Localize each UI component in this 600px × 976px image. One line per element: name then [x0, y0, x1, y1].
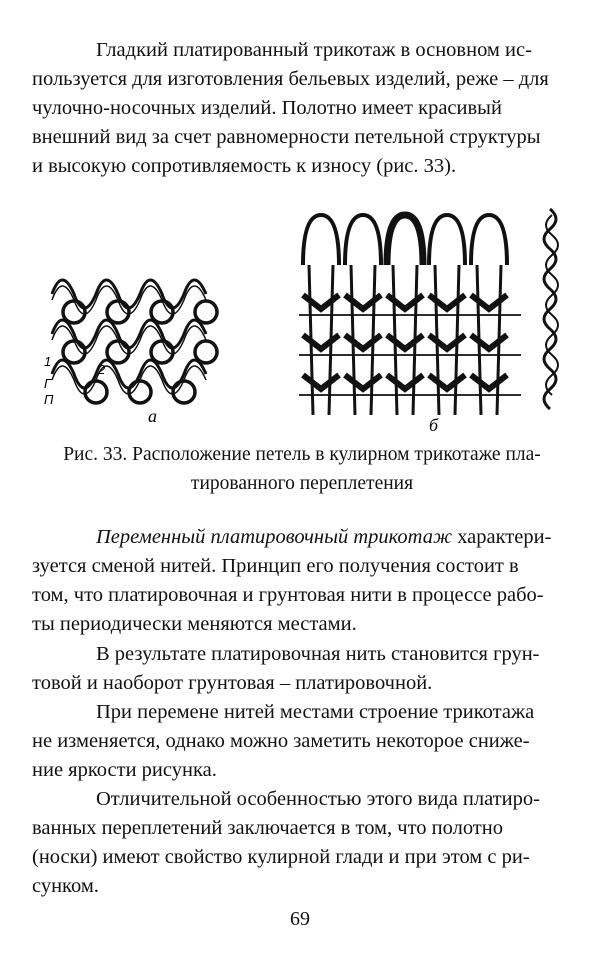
text-line: ванных переплетений заключается в том, что полотно — [32, 817, 503, 839]
label-p: П — [44, 392, 54, 407]
text-line — [32, 523, 572, 552]
figure-label-b: б — [429, 415, 439, 435]
text-line: Гладкий платированный трикотаж в основном ис- — [96, 39, 532, 61]
text-line: сунком. — [32, 875, 99, 897]
figure-caption — [32, 440, 572, 498]
text-line: том, что платировочная и грунтовая нити в процессе рабо- — [32, 584, 544, 606]
caption-line: Рис. 33. Расположение петель в кулирном трикотаже пла- — [63, 444, 541, 465]
text-line: пользуется для изготовления бельевых изделий, реже – для — [32, 68, 549, 90]
text-line: (носки) имеют свойство кулирной глади и при этом с ри- — [32, 846, 530, 868]
text-line: чулочно-носочных изделий. Полотно имеет красивый — [32, 97, 502, 119]
text-line: При перемене нитей местами строение трикотажа — [96, 701, 535, 723]
text-line: внешний вид за счет равномерности петельной структуры — [32, 126, 541, 148]
text-line: и высокую сопротивляемость к износу (рис. 33). — [32, 155, 457, 177]
label-2: 2 — [98, 362, 106, 377]
figure-b-side-profile — [536, 205, 566, 425]
paragraph-1 — [32, 36, 572, 181]
label-1: 1 — [44, 354, 52, 369]
paragraph-4 — [32, 698, 572, 785]
text-line: зуется сменой нитей. Принцип его получения состоит в — [32, 555, 519, 577]
text-line: не изменяется, однако можно заметить некоторое сниже- — [32, 730, 530, 752]
italic-term: Переменный платировочный трикотаж — [96, 526, 453, 548]
figure-a-knit-loops — [40, 262, 230, 432]
text-line: В результате платировочная нить становится грун- — [96, 643, 540, 665]
label-g: Г — [44, 376, 52, 391]
figure-b-plated-loops — [295, 205, 525, 435]
caption-line: тированного переплетения — [190, 473, 414, 494]
paragraph-2 — [32, 523, 572, 639]
text-line: товой и наоборот грунтовая – платировочной. — [32, 672, 433, 694]
text-line: Отличительной особенностью этого вида платиро- — [96, 788, 540, 810]
figure-label-a: а — [148, 406, 157, 426]
text-line: ние яркости рисунка. — [32, 759, 217, 781]
paragraph-3 — [32, 640, 572, 698]
line-rest: характери- — [452, 526, 552, 548]
page-number: 69 — [290, 908, 310, 930]
text-line: ты периодически меняются местами. — [32, 613, 357, 635]
paragraph-5 — [32, 785, 572, 901]
